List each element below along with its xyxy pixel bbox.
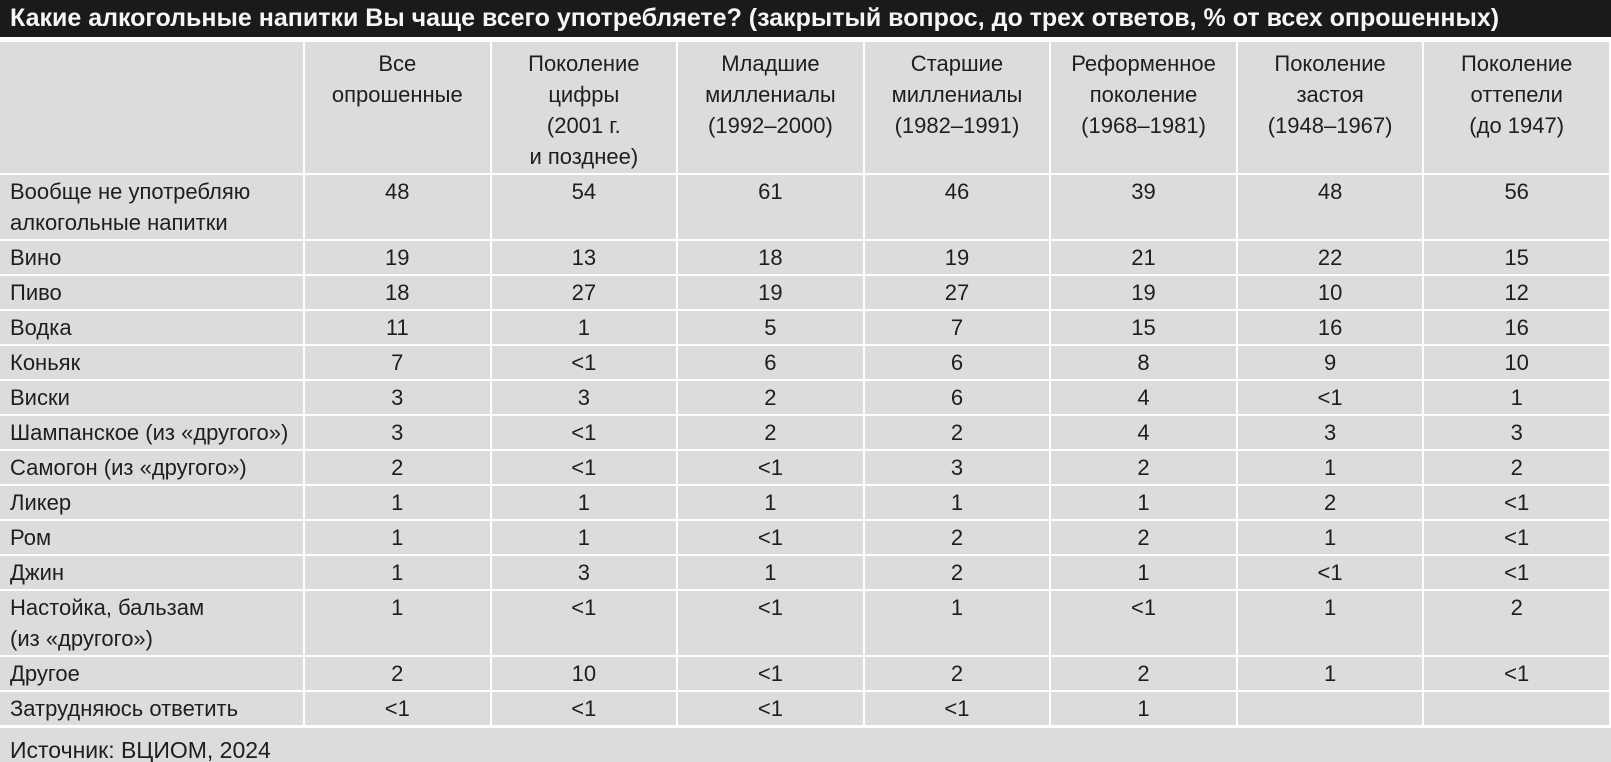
value-cell: 1	[677, 485, 864, 520]
row-label-line: Шампанское (из «другого»)	[10, 420, 289, 445]
corner-cell	[0, 41, 304, 174]
table-body	[0, 174, 1610, 726]
row-label-line: Пиво	[10, 280, 62, 305]
value-cell: 1	[677, 555, 864, 590]
figure-title: Какие алкогольные напитки Вы чаще всего употребляете? (закрытый вопрос, до трех ответов, % от всех опрошенных)	[10, 4, 1500, 32]
row-label-line: Водка	[10, 315, 72, 340]
table-row	[0, 450, 1610, 485]
column-header-line: опрошенные	[331, 82, 463, 107]
column-header-line: (1948–1967)	[1267, 113, 1393, 138]
value-cell: 3	[304, 380, 491, 415]
value-cell: 4	[1050, 415, 1237, 450]
value-cell: 1	[491, 310, 678, 345]
row-label	[0, 380, 304, 415]
column-header-6	[1237, 41, 1424, 174]
row-label-line: Затрудняюсь ответить	[10, 696, 239, 721]
row-label-line: Ликер	[10, 490, 72, 515]
value-cell: <1	[491, 590, 678, 656]
source-note: Источник: ВЦИОМ, 2024	[0, 727, 1611, 762]
value-cell: <1	[304, 691, 491, 726]
value-cell: 1	[1237, 590, 1424, 656]
column-header-line: миллениалы	[705, 82, 836, 107]
value-cell: 1	[1050, 555, 1237, 590]
row-label	[0, 691, 304, 726]
row-label-line: Ром	[10, 525, 52, 550]
value-cell: 9	[1237, 345, 1424, 380]
data-table	[0, 40, 1611, 727]
header-row	[0, 41, 1610, 174]
table-row	[0, 691, 1610, 726]
value-cell: 6	[864, 380, 1051, 415]
table-row	[0, 656, 1610, 691]
column-header-line: поколение	[1089, 82, 1198, 107]
value-cell: 1	[1237, 520, 1424, 555]
value-cell: 1	[491, 520, 678, 555]
table-row	[0, 275, 1610, 310]
column-header-line: (1968–1981)	[1081, 113, 1206, 138]
value-cell: <1	[864, 691, 1051, 726]
value-cell: 3	[491, 380, 678, 415]
value-cell: 46	[864, 174, 1051, 240]
column-header-line: Младшие	[721, 51, 820, 76]
column-header-line: и позднее)	[529, 144, 639, 169]
value-cell: 2	[1050, 656, 1237, 691]
table-row	[0, 415, 1610, 450]
row-label	[0, 310, 304, 345]
value-cell: 1	[304, 590, 491, 656]
row-label	[0, 174, 304, 240]
row-label-line: Виски	[10, 385, 70, 410]
column-header-7	[1423, 41, 1610, 174]
row-label	[0, 520, 304, 555]
value-cell: 2	[304, 450, 491, 485]
value-cell	[1237, 691, 1424, 726]
value-cell: 6	[677, 345, 864, 380]
column-header-line: застоя	[1296, 82, 1364, 107]
table-row	[0, 380, 1610, 415]
value-cell: <1	[1237, 380, 1424, 415]
value-cell: 3	[864, 450, 1051, 485]
value-cell: 1	[1237, 450, 1424, 485]
table-row	[0, 520, 1610, 555]
value-cell: 2	[864, 415, 1051, 450]
column-header-line: (1982–1991)	[894, 113, 1020, 138]
value-cell: 1	[864, 485, 1051, 520]
row-label-line: (из «другого»)	[10, 626, 153, 651]
value-cell: 5	[677, 310, 864, 345]
value-cell: 2	[304, 656, 491, 691]
value-cell: 22	[1237, 240, 1424, 275]
value-cell: 56	[1423, 174, 1610, 240]
value-cell: 11	[304, 310, 491, 345]
value-cell: <1	[677, 450, 864, 485]
value-cell: 2	[677, 380, 864, 415]
column-header-line: Поколение	[528, 51, 640, 76]
value-cell: 18	[304, 275, 491, 310]
value-cell: 1	[491, 485, 678, 520]
row-label	[0, 555, 304, 590]
value-cell: <1	[1050, 590, 1237, 656]
value-cell: <1	[1423, 555, 1610, 590]
row-label-line: Вообще не употребляю	[10, 179, 251, 204]
value-cell: 16	[1237, 310, 1424, 345]
value-cell: 3	[1423, 415, 1610, 450]
value-cell: 8	[1050, 345, 1237, 380]
value-cell: 19	[1050, 275, 1237, 310]
value-cell: 1	[1237, 656, 1424, 691]
value-cell: 18	[677, 240, 864, 275]
value-cell: 27	[864, 275, 1051, 310]
value-cell: 3	[304, 415, 491, 450]
row-label-line: Самогон (из «другого»)	[10, 455, 247, 480]
value-cell: 1	[864, 590, 1051, 656]
value-cell: 1	[304, 485, 491, 520]
column-header-line: миллениалы	[891, 82, 1023, 107]
value-cell: 2	[1237, 485, 1424, 520]
column-header-1	[304, 41, 491, 174]
table-row	[0, 485, 1610, 520]
table-row	[0, 555, 1610, 590]
table-row	[0, 590, 1610, 656]
value-cell: <1	[677, 590, 864, 656]
column-header-line: Реформенное	[1071, 51, 1216, 76]
value-cell: <1	[491, 345, 678, 380]
value-cell: <1	[491, 691, 678, 726]
value-cell: <1	[677, 656, 864, 691]
value-cell: 61	[677, 174, 864, 240]
column-header-5	[1050, 41, 1237, 174]
value-cell: 3	[491, 555, 678, 590]
column-header-line: (до 1947)	[1469, 113, 1565, 138]
value-cell: 1	[1050, 485, 1237, 520]
value-cell: 19	[677, 275, 864, 310]
value-cell: <1	[1423, 485, 1610, 520]
value-cell: 2	[677, 415, 864, 450]
table-row	[0, 174, 1610, 240]
column-header-line: Старшие	[910, 51, 1004, 76]
row-label	[0, 656, 304, 691]
column-header-line: (1992–2000)	[708, 113, 833, 138]
row-label-line: Джин	[10, 560, 65, 585]
value-cell: 2	[1423, 450, 1610, 485]
value-cell: 48	[304, 174, 491, 240]
value-cell: 1	[304, 555, 491, 590]
value-cell: <1	[677, 691, 864, 726]
value-cell: 16	[1423, 310, 1610, 345]
column-header-line: (2001 г.	[546, 113, 621, 138]
row-label-line: Настойка, бальзам	[10, 595, 205, 620]
value-cell: 10	[491, 656, 678, 691]
title-bar	[0, 0, 1611, 40]
row-label	[0, 590, 304, 656]
value-cell: <1	[1423, 656, 1610, 691]
column-header-4	[864, 41, 1051, 174]
column-header-2	[491, 41, 678, 174]
row-label	[0, 485, 304, 520]
value-cell: 54	[491, 174, 678, 240]
row-label	[0, 345, 304, 380]
value-cell: <1	[491, 415, 678, 450]
table-row	[0, 240, 1610, 275]
table-row	[0, 310, 1610, 345]
value-cell: 2	[864, 656, 1051, 691]
row-label-line: Вино	[10, 245, 62, 270]
value-cell: 21	[1050, 240, 1237, 275]
row-label-line: Коньяк	[10, 350, 81, 375]
table-row	[0, 345, 1610, 380]
value-cell: 2	[1050, 520, 1237, 555]
column-header-3	[677, 41, 864, 174]
row-label	[0, 450, 304, 485]
column-header-line: Все	[378, 51, 417, 76]
row-label	[0, 240, 304, 275]
value-cell	[1423, 691, 1610, 726]
value-cell: 7	[304, 345, 491, 380]
value-cell: 15	[1050, 310, 1237, 345]
value-cell: <1	[677, 520, 864, 555]
row-label-line: Другое	[10, 661, 80, 686]
value-cell: 13	[491, 240, 678, 275]
row-label-line: алкогольные напитки	[10, 210, 228, 235]
value-cell: 27	[491, 275, 678, 310]
value-cell: 2	[864, 555, 1051, 590]
value-cell: 2	[1423, 590, 1610, 656]
value-cell: 39	[1050, 174, 1237, 240]
value-cell: <1	[491, 450, 678, 485]
value-cell: 10	[1423, 345, 1610, 380]
column-header-line: Поколение	[1460, 51, 1573, 76]
value-cell: 48	[1237, 174, 1424, 240]
value-cell: 10	[1237, 275, 1424, 310]
value-cell: 4	[1050, 380, 1237, 415]
column-header-line: цифры	[548, 82, 620, 107]
value-cell: 15	[1423, 240, 1610, 275]
value-cell: 6	[864, 345, 1051, 380]
value-cell: 19	[864, 240, 1051, 275]
row-label	[0, 275, 304, 310]
value-cell: <1	[1423, 520, 1610, 555]
value-cell: 3	[1237, 415, 1424, 450]
value-cell: 1	[304, 520, 491, 555]
value-cell: 1	[1050, 691, 1237, 726]
value-cell: <1	[1237, 555, 1424, 590]
value-cell: 1	[1423, 380, 1610, 415]
value-cell: 2	[1050, 450, 1237, 485]
value-cell: 2	[864, 520, 1051, 555]
column-header-line: Поколение	[1274, 51, 1386, 76]
value-cell: 12	[1423, 275, 1610, 310]
value-cell: 19	[304, 240, 491, 275]
row-label	[0, 415, 304, 450]
value-cell: 7	[864, 310, 1051, 345]
column-header-line: оттепели	[1470, 82, 1563, 107]
